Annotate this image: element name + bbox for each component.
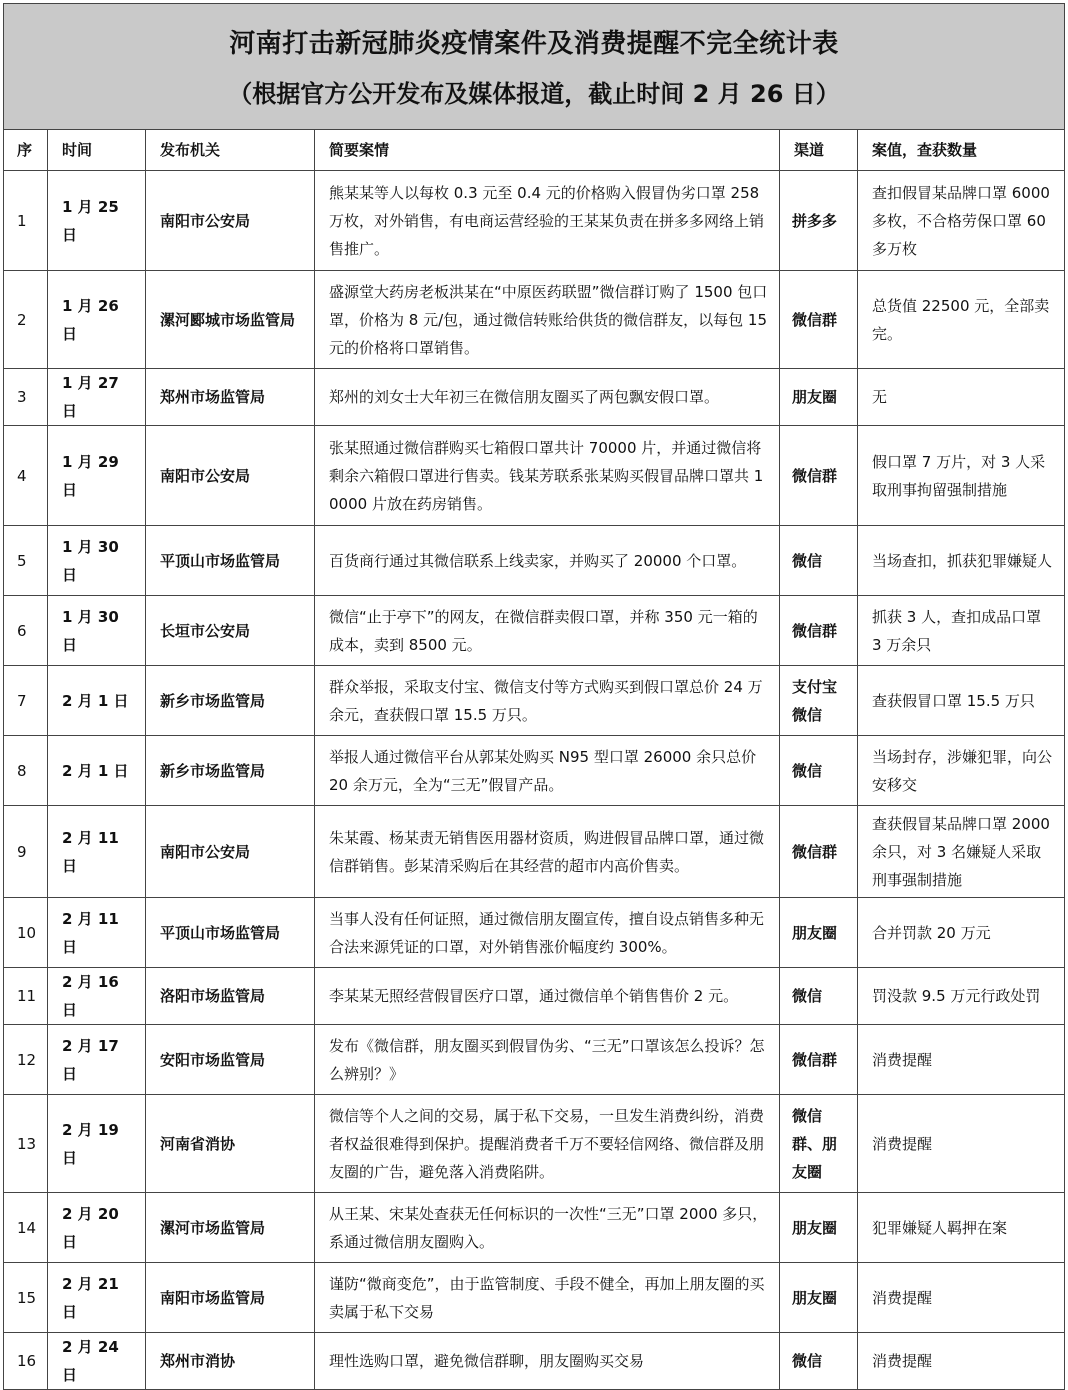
row-date-cell: 2 月 11 日 bbox=[48, 898, 146, 968]
row-channel-cell: 朋友圈 bbox=[780, 1193, 858, 1263]
row-channel-cell: 微信群 bbox=[780, 806, 858, 898]
row-channel-cell: 拼多多 bbox=[780, 171, 858, 271]
table-row bbox=[4, 426, 1065, 526]
row-channel-cell: 微信群 bbox=[780, 271, 858, 369]
row-index-cell: 1 bbox=[4, 171, 48, 271]
row-date-cell: 2 月 11 日 bbox=[48, 806, 146, 898]
table-row bbox=[4, 271, 1065, 369]
row-date-cell: 2 月 24 日 bbox=[48, 1333, 146, 1390]
row-index-cell: 13 bbox=[4, 1095, 48, 1193]
table-row bbox=[4, 1263, 1065, 1333]
header-summary: 简要案情 bbox=[315, 130, 780, 171]
row-summary-cell: 发布《微信群，朋友圈买到假冒伪劣、“三无”口罩该怎么投诉？怎么辨别？》 bbox=[315, 1025, 780, 1095]
row-channel-cell: 朋友圈 bbox=[780, 1263, 858, 1333]
header-result: 案值，查获数量 bbox=[858, 130, 1065, 171]
table-row bbox=[4, 806, 1065, 898]
row-date-cell: 1 月 27 日 bbox=[48, 369, 146, 426]
row-summary-cell: 李某某无照经营假冒医疗口罩，通过微信单个销售售价 2 元。 bbox=[315, 968, 780, 1025]
row-index-cell: 11 bbox=[4, 968, 48, 1025]
table-row bbox=[4, 898, 1065, 968]
table-row bbox=[4, 1095, 1065, 1193]
row-index-cell: 15 bbox=[4, 1263, 48, 1333]
row-agency-cell: 漯河郾城市场监管局 bbox=[146, 271, 315, 369]
row-agency-cell: 南阳市公安局 bbox=[146, 171, 315, 271]
row-index-cell: 16 bbox=[4, 1333, 48, 1390]
row-index-cell: 14 bbox=[4, 1193, 48, 1263]
row-channel-cell: 微信 bbox=[780, 968, 858, 1025]
row-summary-cell: 百货商行通过其微信联系上线卖家，并购买了 20000 个口罩。 bbox=[315, 526, 780, 596]
table-row bbox=[4, 596, 1065, 666]
row-index-cell: 12 bbox=[4, 1025, 48, 1095]
channel-label-wrap: 微信群、朋友圈 bbox=[792, 1106, 838, 1181]
row-channel-cell bbox=[780, 666, 858, 736]
row-date-cell: 2 月 1 日 bbox=[48, 666, 146, 736]
title-row bbox=[4, 4, 1065, 130]
row-summary-cell: 微信等个人之间的交易，属于私下交易，一旦发生消费纠纷，消费者权益很难得到保护。提醒消费者千万不要轻信网络、微信群及朋友圈的广告，避免落入消费陷阱。 bbox=[315, 1095, 780, 1193]
row-summary-cell: 张某照通过微信群购买七箱假口罩共计 70000 片，并通过微信将剩余六箱假口罩进行售卖。钱某芳联系张某购买假冒品牌口罩共 10000 片放在药房销售。 bbox=[315, 426, 780, 526]
header-channel: 渠道 bbox=[780, 130, 858, 171]
row-date-cell: 2 月 19 日 bbox=[48, 1095, 146, 1193]
row-summary-cell: 从王某、宋某处查获无任何标识的一次性“三无”口罩 2000 多只，系通过微信朋友圈购入。 bbox=[315, 1193, 780, 1263]
row-index-cell: 5 bbox=[4, 526, 48, 596]
row-summary-cell: 盛源堂大药房老板洪某在“中原医药联盟”微信群订购了 1500 包口罩，价格为 8 元/包，通过微信转账给供货的微信群友，以每包 15 元的价格将口罩销售。 bbox=[315, 271, 780, 369]
table-row bbox=[4, 736, 1065, 806]
row-result-cell: 犯罪嫌疑人羁押在案 bbox=[858, 1193, 1065, 1263]
row-channel-cell: 朋友圈 bbox=[780, 898, 858, 968]
table-row bbox=[4, 1025, 1065, 1095]
page-subtitle: （根据官方公开发布及媒体报道，截止时间 2 月 26 日） bbox=[228, 79, 840, 108]
row-agency-cell: 新乡市场监管局 bbox=[146, 666, 315, 736]
row-result-cell: 当场封存，涉嫌犯罪，向公安移交 bbox=[858, 736, 1065, 806]
row-agency-cell: 南阳市公安局 bbox=[146, 426, 315, 526]
row-date-cell: 1 月 30 日 bbox=[48, 596, 146, 666]
row-agency-cell: 平顶山市场监管局 bbox=[146, 898, 315, 968]
row-result-cell: 合并罚款 20 万元 bbox=[858, 898, 1065, 968]
row-date-cell: 2 月 21 日 bbox=[48, 1263, 146, 1333]
row-date-cell: 2 月 17 日 bbox=[48, 1025, 146, 1095]
row-date-cell: 2 月 1 日 bbox=[48, 736, 146, 806]
row-index-cell: 3 bbox=[4, 369, 48, 426]
row-summary-cell: 举报人通过微信平台从郭某处购买 N95 型口罩 26000 余只总价 20 余万元，全为“三无”假冒产品。 bbox=[315, 736, 780, 806]
row-agency-cell: 长垣市公安局 bbox=[146, 596, 315, 666]
row-result-cell: 无 bbox=[858, 369, 1065, 426]
row-index-cell: 4 bbox=[4, 426, 48, 526]
row-channel-cell: 微信 bbox=[780, 1333, 858, 1390]
channel-label-wrap: 支付宝微信 bbox=[792, 677, 838, 724]
row-summary-cell: 谨防“微商变危”，由于监管制度、手段不健全，再加上朋友圈的买卖属于私下交易 bbox=[315, 1263, 780, 1333]
row-channel-cell: 朋友圈 bbox=[780, 369, 858, 426]
table-row bbox=[4, 171, 1065, 271]
header-date: 时间 bbox=[48, 130, 146, 171]
row-result-cell: 消费提醒 bbox=[858, 1095, 1065, 1193]
row-date-cell: 2 月 16 日 bbox=[48, 968, 146, 1025]
row-channel-cell: 微信群 bbox=[780, 1025, 858, 1095]
row-result-cell: 消费提醒 bbox=[858, 1263, 1065, 1333]
row-result-cell: 假口罩 7 万片，对 3 人采取刑事拘留强制措施 bbox=[858, 426, 1065, 526]
row-date-cell: 2 月 20 日 bbox=[48, 1193, 146, 1263]
row-summary-cell: 当事人没有任何证照，通过微信朋友圈宣传，擅自设点销售多种无合法来源凭证的口罩，对外销售涨价幅度约 300%。 bbox=[315, 898, 780, 968]
row-result-cell: 抓获 3 人，查扣成品口罩 3 万余只 bbox=[858, 596, 1065, 666]
row-agency-cell: 南阳市公安局 bbox=[146, 806, 315, 898]
row-summary-cell: 熊某某等人以每枚 0.3 元至 0.4 元的价格购入假冒伪劣口罩 258 万枚，对外销售，有电商运营经验的王某某负责在拼多多网络上销售推广。 bbox=[315, 171, 780, 271]
row-result-cell: 消费提醒 bbox=[858, 1025, 1065, 1095]
row-agency-cell: 新乡市场监管局 bbox=[146, 736, 315, 806]
row-result-cell: 查获假冒口罩 15.5 万只 bbox=[858, 666, 1065, 736]
table-row bbox=[4, 968, 1065, 1025]
row-result-cell: 当场查扣，抓获犯罪嫌疑人 bbox=[858, 526, 1065, 596]
row-date-cell: 1 月 26 日 bbox=[48, 271, 146, 369]
row-channel-cell bbox=[780, 1095, 858, 1193]
row-index-cell: 6 bbox=[4, 596, 48, 666]
row-result-cell: 消费提醒 bbox=[858, 1333, 1065, 1390]
row-channel-cell: 微信 bbox=[780, 526, 858, 596]
row-date-cell: 1 月 25 日 bbox=[48, 171, 146, 271]
row-index-cell: 2 bbox=[4, 271, 48, 369]
table-row bbox=[4, 666, 1065, 736]
row-agency-cell: 郑州市场监管局 bbox=[146, 369, 315, 426]
statistics-table bbox=[3, 3, 1065, 1390]
row-agency-cell: 平顶山市场监管局 bbox=[146, 526, 315, 596]
table-row bbox=[4, 369, 1065, 426]
row-index-cell: 10 bbox=[4, 898, 48, 968]
row-channel-cell: 微信群 bbox=[780, 596, 858, 666]
row-result-cell: 查获假冒某品牌口罩 2000 余只，对 3 名嫌疑人采取刑事强制措施 bbox=[858, 806, 1065, 898]
row-index-cell: 8 bbox=[4, 736, 48, 806]
row-date-cell: 1 月 29 日 bbox=[48, 426, 146, 526]
table-row bbox=[4, 1333, 1065, 1390]
title-cell bbox=[4, 4, 1065, 130]
row-agency-cell: 漯河市场监管局 bbox=[146, 1193, 315, 1263]
page-title: 河南打击新冠肺炎疫情案件及消费提醒不完全统计表 bbox=[229, 28, 839, 59]
row-summary-cell: 郑州的刘女士大年初三在微信朋友圈买了两包飘安假口罩。 bbox=[315, 369, 780, 426]
header-row bbox=[4, 130, 1065, 171]
row-agency-cell: 洛阳市场监管局 bbox=[146, 968, 315, 1025]
row-channel-cell: 微信 bbox=[780, 736, 858, 806]
row-agency-cell: 河南省消协 bbox=[146, 1095, 315, 1193]
row-agency-cell: 南阳市场监管局 bbox=[146, 1263, 315, 1333]
table-row bbox=[4, 1193, 1065, 1263]
header-agency: 发布机关 bbox=[146, 130, 315, 171]
row-summary-cell: 朱某霞、杨某责无销售医用器材资质，购进假冒品牌口罩，通过微信群销售。彭某清采购后在其经营的超市内高价售卖。 bbox=[315, 806, 780, 898]
row-agency-cell: 安阳市场监管局 bbox=[146, 1025, 315, 1095]
row-result-cell: 罚没款 9.5 万元行政处罚 bbox=[858, 968, 1065, 1025]
row-result-cell: 总货值 22500 元，全部卖完。 bbox=[858, 271, 1065, 369]
row-summary-cell: 微信“止于亭下”的网友，在微信群卖假口罩，并称 350 元一箱的成本，卖到 8500 元。 bbox=[315, 596, 780, 666]
row-agency-cell: 郑州市消协 bbox=[146, 1333, 315, 1390]
row-result-cell: 查扣假冒某品牌口罩 6000 多枚，不合格劳保口罩 60 多万枚 bbox=[858, 171, 1065, 271]
header-index: 序 bbox=[4, 130, 48, 171]
row-summary-cell: 群众举报，采取支付宝、微信支付等方式购买到假口罩总价 24 万余元，查获假口罩 15.5 万只。 bbox=[315, 666, 780, 736]
row-index-cell: 9 bbox=[4, 806, 48, 898]
row-index-cell: 7 bbox=[4, 666, 48, 736]
row-date-cell: 1 月 30 日 bbox=[48, 526, 146, 596]
table-row bbox=[4, 526, 1065, 596]
row-channel-cell: 微信群 bbox=[780, 426, 858, 526]
row-summary-cell: 理性选购口罩，避免微信群聊，朋友圈购买交易 bbox=[315, 1333, 780, 1390]
